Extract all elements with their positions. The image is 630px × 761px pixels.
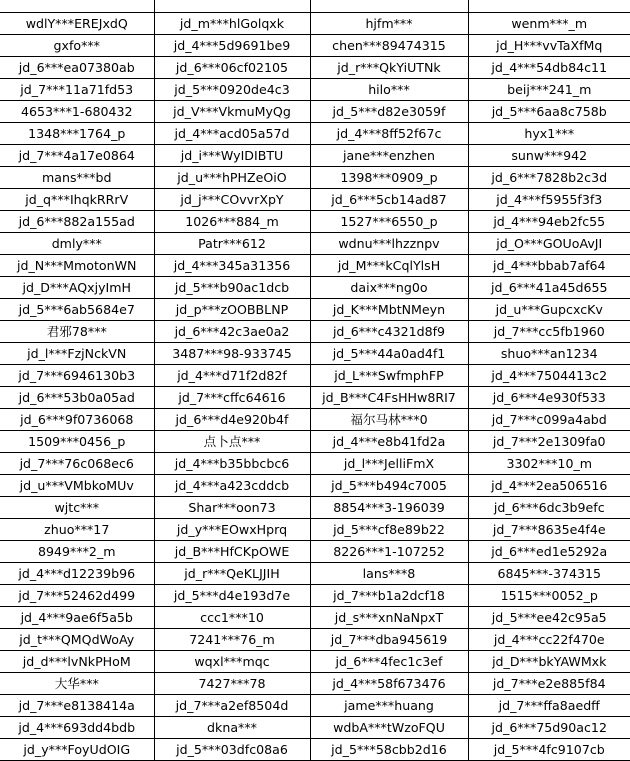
table-cell-user-id: jd_6***882a155ad (0, 211, 154, 233)
table-cell-user-id: chen***89474315 (310, 35, 468, 57)
table-row (0, 387, 630, 409)
table-row (0, 431, 630, 453)
table-row (0, 57, 630, 79)
table-cell-user-id: zhuo***17 (0, 519, 154, 541)
table-cell-user-id: jd_7***8635e4f4e (468, 519, 630, 541)
table-cell-user-id: jd_t***QMQdWoAy (0, 629, 154, 651)
table-cell-user-id: jd_6***53b0a05ad (0, 387, 154, 409)
table-row (0, 211, 630, 233)
table-cell-user-id: dkna*** (154, 717, 310, 739)
table-cell-user-id: jd_5***d82e3059f (310, 101, 468, 123)
table-cell-user-id: jd_4***9ae6f5a5b (0, 607, 154, 629)
table-cell-user-id: dmly*** (0, 233, 154, 255)
table-row (0, 409, 630, 431)
table-cell-user-id: jd_4***693dd4bdb (0, 717, 154, 739)
table-cell-user-id: 1515***0052_p (468, 585, 630, 607)
table-cell-user-id: 1509***0456_p (0, 431, 154, 453)
table-cell-user-id: jd_B***HfCKpOWE (154, 541, 310, 563)
table-cell-user-id: jd_4***54db84c11 (468, 57, 630, 79)
table-cell-user-id: ccc1***10 (154, 607, 310, 629)
table-cell-user-id: jd_6***42c3ae0a2 (154, 321, 310, 343)
table-cell-user-id: gxfo*** (0, 35, 154, 57)
table-row (0, 717, 630, 739)
table-cell-user-id: jd_D***bkYAWMxk (468, 651, 630, 673)
table-cell-user-id: jd_i***WyIDIBTU (154, 145, 310, 167)
table-cell-user-id: jd_5***6ab5684e7 (0, 299, 154, 321)
table-cell-user-id: 1026***884_m (154, 211, 310, 233)
table-cell-user-id: jd_7***dba945619 (310, 629, 468, 651)
table-cell-user-id: jd_u***hPHZeOiO (154, 167, 310, 189)
table-cell-user-id: beij***241_m (468, 79, 630, 101)
table-cell-user-id: jd_6***4e930f533 (468, 387, 630, 409)
table-cell-user-id: hyx1*** (468, 123, 630, 145)
table-cell-user-id: jd_5***d4e193d7e (154, 585, 310, 607)
table-row (0, 189, 630, 211)
table-cell-user-id: 1527***6550_p (310, 211, 468, 233)
table-cell-user-id: jd_5***0920de4c3 (154, 79, 310, 101)
table-cell-user-id: jd_5***cf8e89b22 (310, 519, 468, 541)
table-cell-user-id: jd_6***6dc3b9efc (468, 497, 630, 519)
table-cell-user-id: jd_H***vvTaXfMq (468, 35, 630, 57)
table-cell-user-id: jd_4***d12239b96 (0, 563, 154, 585)
table-row (0, 79, 630, 101)
table-cell-user-id: 大华*** (0, 673, 154, 695)
table-cell-user-id: 3302***10_m (468, 453, 630, 475)
table-row (0, 629, 630, 651)
table-cell-user-id: Patr***612 (154, 233, 310, 255)
table-row (0, 277, 630, 299)
table-cell-user-id: jd_7***cc5fb1960 (468, 321, 630, 343)
table-cell-user-id: jd_L***SwfmphFP (310, 365, 468, 387)
table-cell-user-id: jd_q***IhqkRRrV (0, 189, 154, 211)
table-cell-user-id: hjfm*** (310, 13, 468, 35)
table-cell-user-id: jd_7***4a17e0864 (0, 145, 154, 167)
table-cell-user-id: jd_5***58cbb2d16 (310, 739, 468, 761)
table-row (0, 365, 630, 387)
table-cell-user-id: jd_D***AQxjyImH (0, 277, 154, 299)
table-cell-user-id: wqxl***mqc (154, 651, 310, 673)
table-cell-user-id: jd_6***9f0736068 (0, 409, 154, 431)
table-cell-user-id: jd_7***52462d499 (0, 585, 154, 607)
table-row (0, 299, 630, 321)
table-cell-user-id: jd_l***FzjNckVN (0, 343, 154, 365)
table-row (0, 673, 630, 695)
table-row (0, 585, 630, 607)
table-row (0, 233, 630, 255)
table-cell-user-id: jd_j***COvvrXpY (154, 189, 310, 211)
table-cell-user-id: 3487***98-933745 (154, 343, 310, 365)
table-row (0, 145, 630, 167)
table-cell-user-id: 1398***0909_p (310, 167, 468, 189)
table-cell-user-id (0, 0, 154, 13)
table-row (0, 123, 630, 145)
table-cell-user-id: jd_7***c099a4abd (468, 409, 630, 431)
table-cell-user-id: jd_s***xnNaNpxT (310, 607, 468, 629)
table-row (0, 0, 630, 13)
table-cell-user-id: jd_6***7828b2c3d (468, 167, 630, 189)
table-cell-user-id: wdnu***lhzznpv (310, 233, 468, 255)
table-cell-user-id: jd_4***f5955f3f3 (468, 189, 630, 211)
table-row (0, 739, 630, 761)
table-cell-user-id: jd_5***b90ac1dcb (154, 277, 310, 299)
table-row (0, 255, 630, 277)
table-cell-user-id: jame***huang (310, 695, 468, 717)
table-cell-user-id: jane***enzhen (310, 145, 468, 167)
table-row (0, 167, 630, 189)
table-cell-user-id: jd_4***e8b41fd2a (310, 431, 468, 453)
table-cell-user-id: jd_4***345a31356 (154, 255, 310, 277)
table-cell-user-id (310, 0, 468, 13)
table-cell-user-id (154, 0, 310, 13)
table-cell-user-id: jd_7***e8138414a (0, 695, 154, 717)
table-cell-user-id: wenm***_m (468, 13, 630, 35)
table-row (0, 651, 630, 673)
table-cell-user-id: jd_d***lvNkPHoM (0, 651, 154, 673)
table-cell-user-id: jd_u***VMbkoMUv (0, 475, 154, 497)
table-row (0, 35, 630, 57)
table-cell-user-id: jd_4***cc22f470e (468, 629, 630, 651)
table-cell-user-id: jd_4***bbab7af64 (468, 255, 630, 277)
table-cell-user-id: jd_5***03dfc08a6 (154, 739, 310, 761)
table-cell-user-id: jd_7***ffa8aedff (468, 695, 630, 717)
table-cell-user-id: 6845***-374315 (468, 563, 630, 585)
table-cell-user-id: jd_m***hlGolqxk (154, 13, 310, 35)
table-cell-user-id: jd_4***7504413c2 (468, 365, 630, 387)
table-row (0, 563, 630, 585)
table-cell-user-id: jd_4***58f673476 (310, 673, 468, 695)
table-cell-user-id: hilo*** (310, 79, 468, 101)
table-cell-user-id: jd_4***b35bbcbc6 (154, 453, 310, 475)
table-cell-user-id: jd_7***cffc64616 (154, 387, 310, 409)
table-cell-user-id: 君邪78*** (0, 321, 154, 343)
table-cell-user-id: 福尔马林***0 (310, 409, 468, 431)
table-cell-user-id: 点卜点*** (154, 431, 310, 453)
table-row (0, 321, 630, 343)
table-cell-user-id: jd_p***zOOBBLNP (154, 299, 310, 321)
table-cell-user-id: jd_6***ed1e5292a (468, 541, 630, 563)
table-cell-user-id: jd_y***FoyUdOIG (0, 739, 154, 761)
table-cell-user-id: 8949***2_m (0, 541, 154, 563)
table-cell-user-id: jd_7***76c068ec6 (0, 453, 154, 475)
table-row (0, 475, 630, 497)
table-cell-user-id: jd_6***ea07380ab (0, 57, 154, 79)
table-cell-user-id: jd_7***a2ef8504d (154, 695, 310, 717)
table-cell-user-id: 7241***76_m (154, 629, 310, 651)
table-cell-user-id (468, 0, 630, 13)
table-cell-user-id: jd_B***C4FsHHw8RI7 (310, 387, 468, 409)
table-cell-user-id: jd_6***06cf02105 (154, 57, 310, 79)
table-cell-user-id: 4653***1-680432 (0, 101, 154, 123)
table-cell-user-id: jd_5***ee42c95a5 (468, 607, 630, 629)
table-row (0, 607, 630, 629)
table-cell-user-id: jd_6***5cb14ad87 (310, 189, 468, 211)
table-cell-user-id: Shar***oon73 (154, 497, 310, 519)
table-cell-user-id: wjtc*** (0, 497, 154, 519)
table-row (0, 497, 630, 519)
table-cell-user-id: jd_7***b1a2dcf18 (310, 585, 468, 607)
table-row (0, 519, 630, 541)
table-cell-user-id: jd_5***4fc9107cb (468, 739, 630, 761)
table-cell-user-id: jd_M***kCqlYlsH (310, 255, 468, 277)
table-cell-user-id: jd_7***6946130b3 (0, 365, 154, 387)
table-cell-user-id: wdlY***EREJxdQ (0, 13, 154, 35)
table-cell-user-id: jd_4***5d9691be9 (154, 35, 310, 57)
table-cell-user-id: jd_6***75d90ac12 (468, 717, 630, 739)
table-cell-user-id: jd_4***d71f2d82f (154, 365, 310, 387)
table-cell-user-id: jd_r***QkYiUTNk (310, 57, 468, 79)
table-cell-user-id: jd_4***2ea506516 (468, 475, 630, 497)
table-cell-user-id: 1348***1764_p (0, 123, 154, 145)
table-cell-user-id: jd_7***11a71fd53 (0, 79, 154, 101)
table-cell-user-id: jd_5***44a0ad4f1 (310, 343, 468, 365)
table-cell-user-id: jd_4***8ff52f67c (310, 123, 468, 145)
table-row (0, 453, 630, 475)
table-cell-user-id: jd_l***JelliFmX (310, 453, 468, 475)
table-cell-user-id: jd_6***c4321d8f9 (310, 321, 468, 343)
table-row (0, 695, 630, 717)
table-cell-user-id: 7427***78 (154, 673, 310, 695)
table-cell-user-id: jd_5***b494c7005 (310, 475, 468, 497)
table-row (0, 541, 630, 563)
table-cell-user-id: jd_N***MmotonWN (0, 255, 154, 277)
table-row (0, 13, 630, 35)
table-row (0, 101, 630, 123)
table-cell-user-id: lans***8 (310, 563, 468, 585)
table-cell-user-id: jd_6***d4e920b4f (154, 409, 310, 431)
table-cell-user-id: jd_V***VkmuMyQg (154, 101, 310, 123)
table-cell-user-id: jd_4***94eb2fc55 (468, 211, 630, 233)
table-cell-user-id: sunw***942 (468, 145, 630, 167)
table-cell-user-id: jd_O***GOUoAvJI (468, 233, 630, 255)
table-cell-user-id: jd_4***a423cddcb (154, 475, 310, 497)
table-cell-user-id: wdbA***tWzoFQU (310, 717, 468, 739)
table-cell-user-id: jd_6***4fec1c3ef (310, 651, 468, 673)
table-row (0, 343, 630, 365)
table-cell-user-id: jd_y***EOwxHprq (154, 519, 310, 541)
table-cell-user-id: jd_7***2e1309fa0 (468, 431, 630, 453)
table-cell-user-id: jd_6***41a45d655 (468, 277, 630, 299)
table-cell-user-id: shuo***an1234 (468, 343, 630, 365)
table-cell-user-id: jd_7***e2e885f84 (468, 673, 630, 695)
table-cell-user-id: jd_r***QeKLJJIH (154, 563, 310, 585)
table-cell-user-id: jd_u***GupcxcKv (468, 299, 630, 321)
table-cell-user-id: jd_4***acd05a57d (154, 123, 310, 145)
table-cell-user-id: jd_K***MbtNMeyn (310, 299, 468, 321)
table-cell-user-id: 8226***1-107252 (310, 541, 468, 563)
table-cell-user-id: mans***bd (0, 167, 154, 189)
table-cell-user-id: daix***ng0o (310, 277, 468, 299)
table-cell-user-id: 8854***3-196039 (310, 497, 468, 519)
table-cell-user-id: jd_5***6aa8c758b (468, 101, 630, 123)
